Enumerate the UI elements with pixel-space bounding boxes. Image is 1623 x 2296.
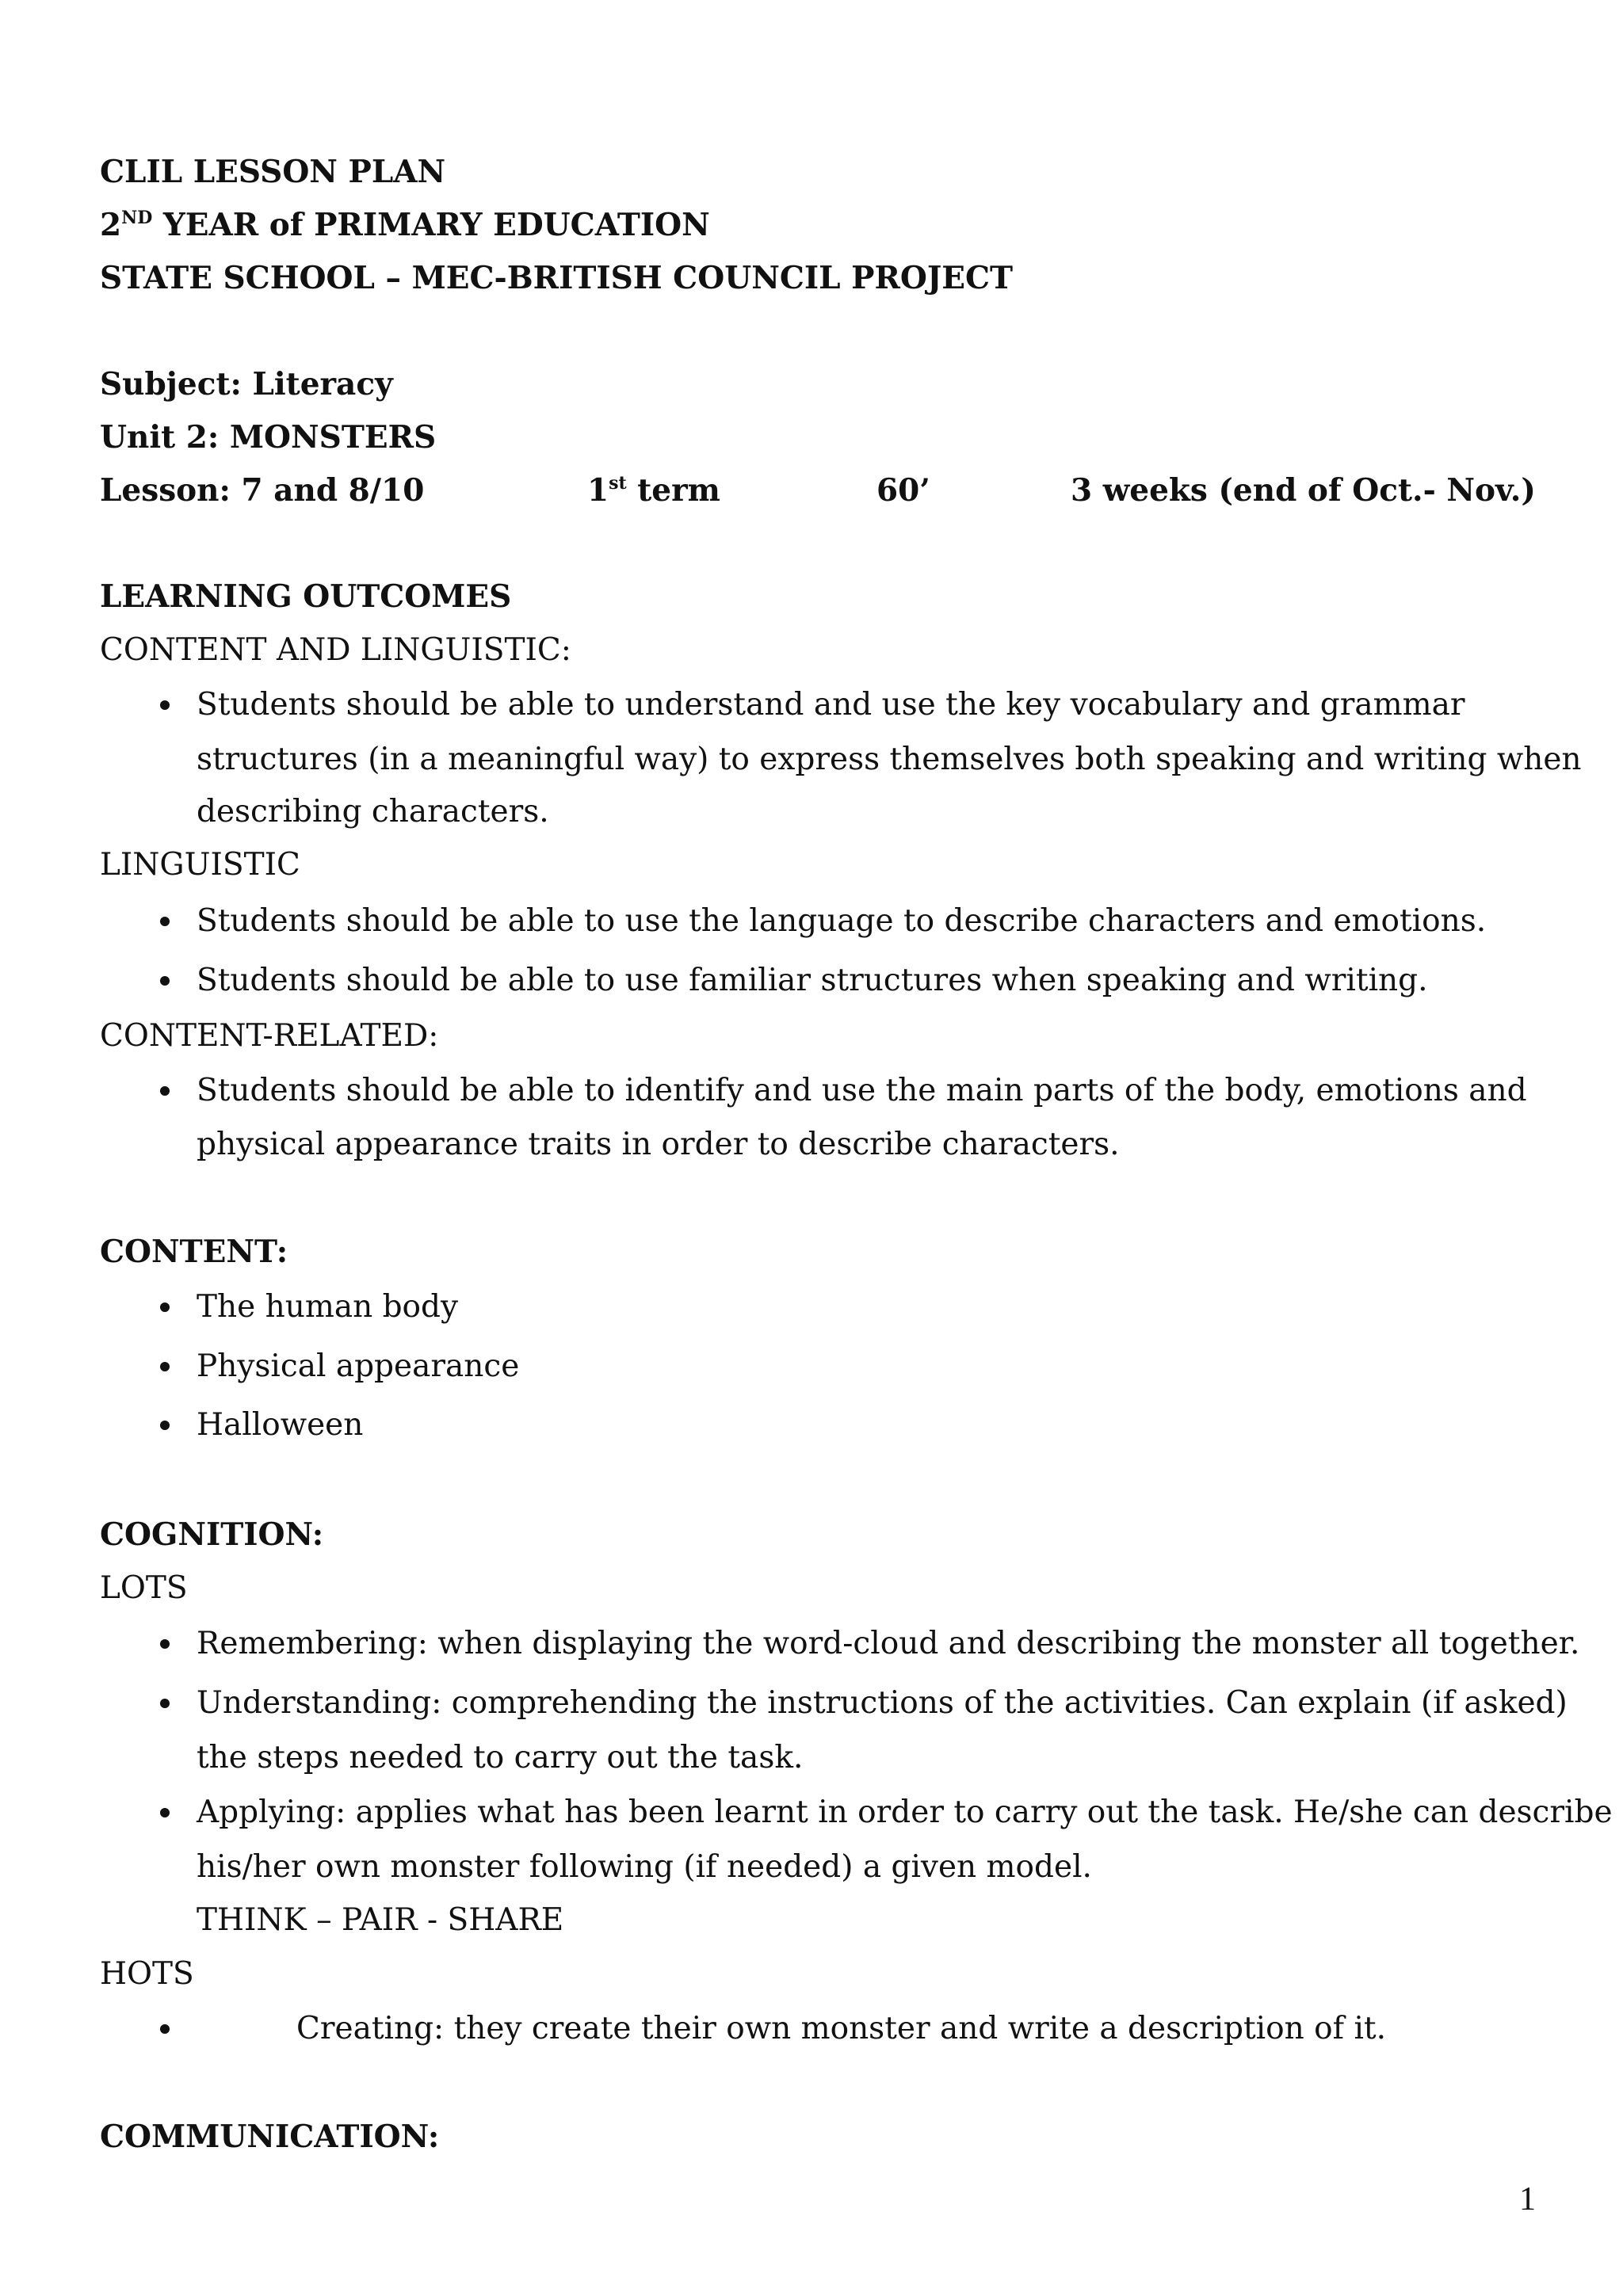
bullet-icon xyxy=(160,2024,170,2034)
content-heading: CONTENT: xyxy=(100,1234,288,1270)
content-linguistic-label: CONTENT AND LINGUISTIC: xyxy=(100,632,571,668)
content-related-label: CONTENT-RELATED: xyxy=(100,1018,439,1054)
weeks: 3 weeks (end of Oct.- Nov.) xyxy=(1071,472,1536,509)
term-prefix: 1 xyxy=(587,472,609,509)
year-sup: ND xyxy=(121,208,153,228)
bullet-icon xyxy=(160,1421,170,1430)
document-title: CLIL LESSON PLAN xyxy=(100,154,446,190)
lots-label: LOTS xyxy=(100,1570,188,1606)
school-line: STATE SCHOOL – MEC-BRITISH COUNCIL PROJECT xyxy=(100,260,1014,296)
bullet-icon xyxy=(160,1086,170,1096)
bullet-icon xyxy=(160,976,170,986)
learning-outcomes-heading: LEARNING OUTCOMES xyxy=(100,578,512,615)
bullet-icon xyxy=(160,1362,170,1371)
lesson-line xyxy=(100,472,1536,509)
bullet-icon xyxy=(160,1699,170,1708)
cognition-heading: COGNITION: xyxy=(100,1516,324,1553)
communication-heading: COMMUNICATION: xyxy=(100,2119,440,2155)
term-sup: st xyxy=(609,473,627,494)
bullet-icon xyxy=(160,700,170,710)
year-prefix: 2 xyxy=(100,207,122,243)
bullet-icon xyxy=(160,1808,170,1817)
year-rest: YEAR of PRIMARY EDUCATION xyxy=(152,207,710,243)
linguistic-label: LINGUISTIC xyxy=(100,847,300,883)
document-page: CLIL LESSON PLAN 2ND YEAR of PRIMARY EDUCATION STATE SCHOOL – MEC-BRITISH COUNCIL PROJECT Subject: Literacy Unit 2: MONSTERS Lesson: 7 and 8/10 1st term 60’ 3 weeks (end of Oct.- Nov.) LEARNING OUTCOMES CONTENT AND LINGUISTIC: Students should be able to understand and use the key vocabulary and grammar structures (in a meaningful way) to express themselves both speaking and writing when describing characters. LINGUISTIC Students should be able to use the language to describe characters and emotions. Students should be able to use familiar structures when speaking and writing. CONTENT-RELATED: Students should be able to identify and use the main parts of the body, emotions and physical appearance traits in order to describe characters. CONTENT: The human body Physical appearance Halloween COGNITION: LOTS Remembering: when displaying the word-cloud and describing the monster all together. Understanding: comprehending the instructions of the activities. Can explain (if asked) the steps needed to carry out the task. Applying: applies what has been learnt in order to carry out the task. He/she can describe his/her own monster following (if needed) a given model. THINK – PAIR - SHARE HOTS Creating: they create their own monster and write a description of it. COMMUNICATION: 1 xyxy=(100,154,1613,2218)
lesson-number: Lesson: 7 and 8/10 xyxy=(100,472,425,509)
hots-label: HOTS xyxy=(100,1956,194,1992)
term-rest: term xyxy=(626,472,720,509)
bullet-icon xyxy=(160,1302,170,1312)
year-line xyxy=(100,207,710,243)
subject-line: Subject: Literacy xyxy=(100,366,393,402)
bullet-icon xyxy=(160,917,170,926)
term xyxy=(587,472,720,509)
unit-line: Unit 2: MONSTERS xyxy=(100,419,437,456)
duration: 60’ xyxy=(876,472,930,509)
page-number: 1 xyxy=(1519,2181,1536,2218)
bullet-icon xyxy=(160,1639,170,1649)
